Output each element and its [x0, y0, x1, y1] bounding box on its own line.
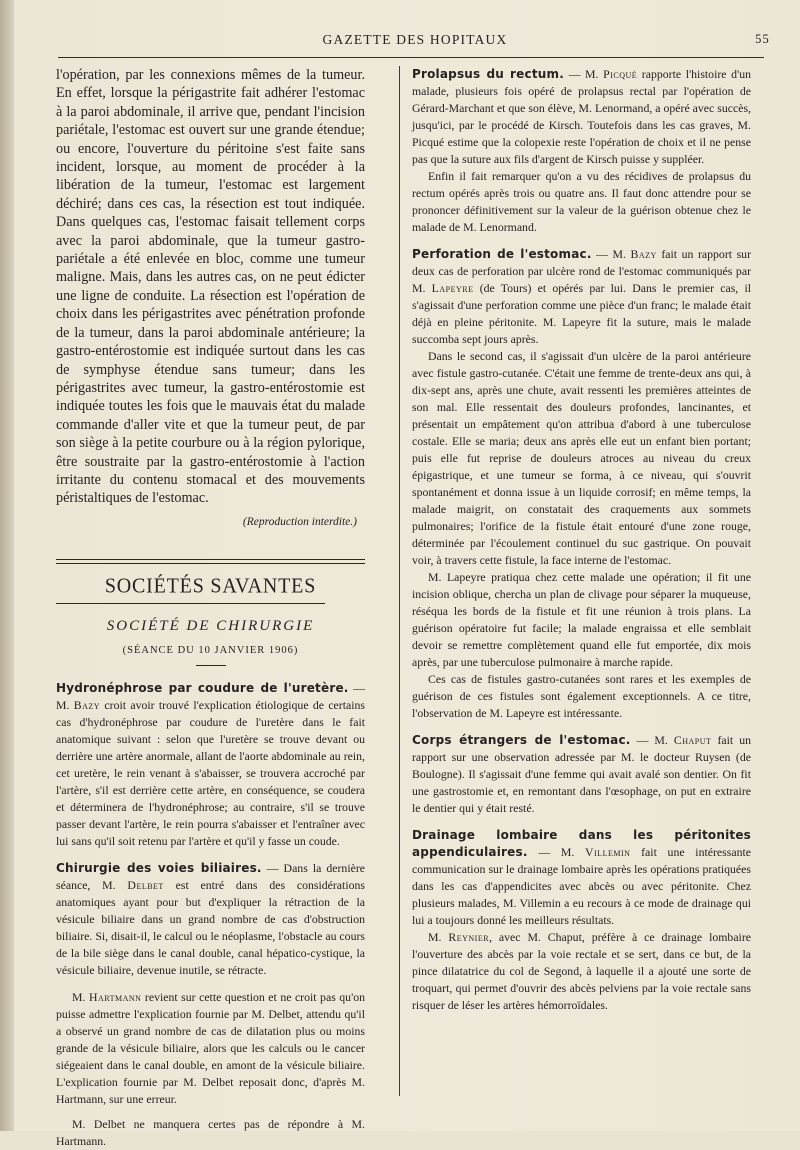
- entry-text-2: avec M. Chaput, préfère à ce drainage lombaire l'ouverture des abcès par la voie rectale et se sert, dans ce but, de la pince dilatatrice du col de Segond, à laquelle il a ajouté une sorte de troquart, qui permet d'ouvrir des abcès pelviens par la voie rectale sans risquer de léser les artères hémorroïdales.: [412, 930, 751, 1012]
- entry-text: est entré dans des considérations anatomiques ayant pour but d'expliquer la rétraction de la vésicule biliaire dans un grand nombre de cas d'obstruction biliaire. Si, disait-il, le calcul ou le néoplasme, l'obstacle au cours de la bile siège dans le canal double, canal hépatico-cystique, la vésicule biliaire, devenue inutile, se rétracte.: [56, 877, 365, 977]
- entry-heading: Perforation de l'estomac.: [412, 247, 592, 261]
- entry-author: Bazy: [73, 697, 101, 712]
- entry-text-4: Ces cas de fistules gastro-cutanées sont rares et les exemples de guérison de ces fistules sont également exceptionnels. A ce titre, l'observation de M. Lapeyre est intéressante.: [412, 672, 751, 720]
- entry-drainage: Drainage lombaire dans les péritonites appendiculaires. — M. Villemin fait une intéressante communication sur le drainage lombaire après les opérations pratiquées dans les cas d'appendicites avec abcès ou avec péritonite. Chez plusieurs malades, M. Villemin a eu recours à ce mode de drainage qui lui a toujours donné les meilleurs résultats. M. Reynier, avec M. Chaput, préfère à ce drainage lombaire l'ouverture des abcès par la voie rectale et se sert, dans ce but, de la pince dilatatrice du col de Segond, à laquelle il a ajouté une sorte de troquart, qui permet d'ouvrir des abcès pelviens par la voie rectale sans risquer de léser les artères hémorroïdales.: [412, 828, 751, 1012]
- entry-author: Delbet: [127, 877, 164, 892]
- reproduction-credit: (Reproduction interdite.): [242, 515, 357, 528]
- hartmann-paragraph: M. Hartmann revient sur cette question et ne croit pas qu'on puisse admettre l'explication fournie par M. Delbet, attendu qu'il a observé un grand nombre de cas de dilatation plus ou moins grande de la vésicule biliaire, alors que les calculs ou le cancer siégeaient dans le canal double, en amont de la vésicule biliaire. L'explication fournie par M. Delbet reposait donc, d'après M. Hartmann, sur une erreur.: [56, 989, 365, 1106]
- entry-author: Chaput: [673, 733, 712, 747]
- entry-text: fait un rapport sur une observation adressée par M. le docteur Ruysen (de Boulogne). Il s'agissait d'une femme qui avait avalé son dentier. On fit une gastrostomie et, en remontant dans l'œsophage, on put en extraire le dentier qui y était resté.: [412, 733, 751, 815]
- page-number: 55: [755, 32, 770, 46]
- entry-perforation: Perforation de l'estomac. — M. Bazy fait un rapport sur deux cas de perforation par ulcère rond de l'estomac communiqués par M. Lapeyre (de Tours) et opérés par lui. Dans le premier cas, il s'agissait d'une perforation comme une pièce d'un franc; le malade était déjà en pleine péritonite. M. Lapeyre fit la suture, mais le malade succomba sept jours après. Dans le second cas, il s'agissait d'un ulcère de la paroi antérieure avec fistule gastro-cutanée. C'était une femme de trente-deux ans qui, à dix-sept ans, après une chute, avait ressenti les premières atteintes de son mal. Elle ressentait des douleurs profondes, lancinantes, et présentait un empâtement qu'on attribua d'abord à une tuberculose costale. Elle se maria; deux ans après elle eut un enfant bien portant; puis elle fut reprise de douleurs atroces au niveau du creux épigastrique, et une tumeur se forma, à ce niveau, qui s'ouvrit spontanément et donna issue à un liquide corrosif; en même temps, la malade maigrit, on constatait des craquements aux sommets pulmonaires; l'orifice de la fistule était entouré d'une zone rouge, déterminée par l'écoulement continuel du suc gastrique. On pouvait voir, à travers cette fistule, la face interne de l'estomac. M. Lapeyre pratiqua chez cette malade une opération; il fit une incision oblique, chercha un plan de clivage pour séparer la muqueuse, réséqua les bords de la fistule et fit une réunion à trois plans. La guérison opératoire fut facile; la malade engraissa et elle semblait devoir se remettre complètement quand elle fut emportée, dix mois après, par une tuberculose pulmonaire à marche rapide. Ces cas de fistules gastro-cutanées sont rares et les exemples de guérison de ces fistules sont également exceptionnels. A ce titre, l'observation de M. Lapeyre est intéressante.: [412, 247, 752, 720]
- entry-text: revient sur cette question et ne croit pas qu'on puisse admettre l'explication fournie par M. Delbet, attendu qu'il a observé un grand nombre de cas de dilatation plus ou moins grande de la vésicule biliaire, alors que les calculs ou le cancer siégeaient dans le canal double, en amont de la vésicule biliaire. L'explication fournie par M. Delbet reposait donc, d'après M. Hartmann, sur une erreur.: [56, 989, 365, 1106]
- entry-text: croit avoir trouvé l'explication étiologique de certains cas d'hydronéphrose par coudure de l'uretère dans le fait anatomique suivant : selon que l'uretère se trouve devant ou derrière une artère anormale, allant de l'aorte abdominale au rein, cet uretère, le rein venant à s'abaisser, se trouvera accroché par l'artère, s'il est derrière cette artère, en conséquence, se coudera et déterminera de l'hydronéphrose; au contraire, s'il se trouve passer devant l'artère, le rein pourra s'abaisser et l'entraîner avec lui sans qu'il soit retenu par l'artère et qu'il y fasse un coude.: [56, 697, 366, 848]
- binding-edge: [0, 0, 14, 1131]
- entry-author: Hartmann: [88, 989, 142, 1004]
- entry-corps-etrangers: Corps étrangers de l'estomac. — M. Chaput fait un rapport sur une observation adressée par M. le docteur Ruysen (de Boulogne). Il s'agissait d'une femme qui avait avalé son dentier. On fit une gastrostomie et, en remontant dans l'œsophage, on put en extraire le dentier qui y était resté.: [412, 733, 751, 815]
- journal-title: GAZETTE DES HOPITAUX: [322, 32, 508, 47]
- header-rule: [58, 57, 764, 58]
- section-title: SOCIÉTÉS SAVANTES: [104, 574, 317, 598]
- entry-text: fait un rapport sur deux cas de perforation par ulcère rond de l'estomac communiqués par M.: [412, 247, 751, 295]
- entry-author: Picqué: [603, 67, 638, 81]
- entry-voies-biliaires: Chirurgie des voies biliaires. — Dans la dernière séance, M. Delbet est entré dans des considérations anatomiques ayant pour but d'expliquer la rétraction de la vésicule biliaire dans un grand nombre de cas d'obstruction biliaire. Si, disait-il, le calcul ou le néoplasme, l'obstacle au cours de la bile siège dans le canal double, canal hépatico-cystique, la vésicule biliaire, devenue inutile, se rétracte.: [56, 860, 365, 977]
- column-divider: [399, 66, 400, 1096]
- entry-author-2: Reynier: [448, 930, 490, 944]
- entry-hydronephrose: Hydronéphrose par coudure de l'uretère. — M. Bazy croit avoir trouvé l'explication étiologique de certains cas d'hydronéphrose par coudure de l'uretère dans le fait anatomique suivant : selon que l'uretère se trouve devant ou derrière une artère anormale, allant de l'aorte abdominale au rein, cet uretère, le rein venant à s'abaisser, se trouvera accroché par l'artère, s'il est derrière cette artère, en conséquence, se coudera et déterminera de l'hydronéphrose; au contraire, s'il se trouve passer devant l'artère, le rein pourra s'abaisser et l'entraîner avec lui sans qu'il soit retenu par l'artère et qu'il y fasse un coude.: [56, 680, 366, 848]
- seance-rule: [196, 665, 226, 666]
- entry-text-3: M. Lapeyre pratiqua chez cette malade une opération; il fit une incision oblique, chercha un plan de clivage pour séparer la muqueuse, réséqua les bords de la fistule et fit une réunion à trois plans. La guérison opératoire fut facile; la malade engraissa et elle semblait devoir se remettre complètement quand elle fut emportée, dix mois après, par une tuberculose pulmonaire à marche rapide.: [412, 570, 751, 669]
- entry-heading: Corps étrangers de l'estomac.: [412, 733, 631, 747]
- closing-paragraph: M. Delbet ne manquera certes pas de répondre à M. Hartmann.: [56, 1116, 365, 1148]
- entry-author: Bazy: [630, 247, 657, 261]
- entry-text: fait une intéressante communication sur le drainage lombaire après les opérations pratiquées dans les cas d'appendicites avec abcès ou avec péritonite. Chez plusieurs malades, M. Villemin a eu recours à ce mode de drainage qui lui a toujours donné les meilleurs résultats.: [412, 845, 751, 927]
- left-column: [56, 66, 365, 1150]
- entry-text-2: Enfin il fait remarquer qu'on a vu des récidives de prolapsus du rectum opérés après trois ou quatre ans. Il faut donc attendre pour se prononcer définitivement sur la valeur de la guérison obtenue chez le malade de M. Lenormand.: [412, 169, 751, 234]
- intro-paragraph: l'opération, par les connexions mêmes de la tumeur. En effet, lorsque la périgastrite fait adhérer l'estomac à la paroi abdominale, il arrive que, pendant l'incision pariétale, l'estomac est ouvert sur une grande étendue; ou encore, l'ouverture du péritoine s'est faite sans incident, lorsque, au moment de procéder à la libération de la tumeur, l'estomac est largement déchiré; dans ces cas, la résection est tout indiquée. Dans quelques cas, l'estomac faisait tellement corps avec la paroi abdominale, que la tumeur gastro-pariétale a été enlevée en bloc, comme une tumeur maligne. Mais, dans les autres cas, on ne peut édicter une ligne de conduite. La résection est l'opération de choix dans les périgastrites avec pénétration profonde de la tumeur, dans la paroi abdominale antérieure; la gastro-entérostomie est indiquée surtout dans les cas de symphyse étendue sans tumeur; dans les périgastrites avec tumeur, la gastro-entérostomie est indiquée toutes les fois que le mauvais état du malade commande d'aller vite et que la tumeur peut, de par son siège à la petite courbure ou à la région pylorique, être soustraite par la gastro-entérostomie à l'action irritante du contenu stomacal et des mouvements péristaltiques de l'estomac.: [56, 67, 365, 507]
- entry-text-b: (de Tours) et opérés par lui. Dans le premier cas, il s'agissait d'une perforation comme une pièce d'un franc; le malade était déjà en pleine péritonite. M. Lapeyre fit la suture, mais le malade succomba sept jours après.: [412, 281, 752, 346]
- section-rule: [56, 559, 365, 564]
- entry-author: Villemin: [585, 845, 631, 859]
- entry-author-2: Lapeyre: [431, 281, 474, 295]
- page-header: [60, 32, 770, 52]
- right-column: [412, 66, 751, 1024]
- entry-text: rapporte l'histoire d'un malade, plusieurs fois opéré de prolapsus rectal par l'opération de Gérard-Marchant et que son élève, M. Lenormand, a opéré avec succès, jusqu'ici, par le procédé de Kirsch. Toutefois dans les cas graves, M. Picqué estime que la colopexie reste l'opération de choix et il ne pense pas que la suture aux fils d'argent de Kirsch puisse y suppléer.: [412, 67, 751, 166]
- section-subrule: [56, 603, 325, 604]
- entry-heading: Prolapsus du rectum.: [412, 67, 564, 81]
- entry-heading: Drainage lombaire dans les péritonites appendiculaires.: [412, 828, 751, 859]
- entry-heading: Chirurgie des voies biliaires.: [56, 860, 262, 875]
- entry-lead: Dans la dernière séance, M.: [56, 860, 365, 892]
- entry-prolapsus: Prolapsus du rectum. — M. Picqué rapporte l'histoire d'un malade, plusieurs fois opéré de prolapsus rectal par l'opération de Gérard-Marchant et que son élève, M. Lenormand, a opéré avec succès, jusqu'ici, par le procédé de Kirsch. Toutefois dans les cas graves, M. Picqué estime que la colopexie reste l'opération de choix et il ne pense pas que la suture aux fils d'argent de Kirsch puisse y suppléer. Enfin il fait remarquer qu'on a vu des récidives de prolapsus du rectum opérés après trois ou quatre ans. Il faut donc attendre pour se prononcer définitivement sur la valeur de la guérison obtenue chez le malade de M. Lenormand.: [412, 67, 751, 234]
- entry-text-2: Dans le second cas, il s'agissait d'un ulcère de la paroi antérieure avec fistule gastro-cutanée. C'était une femme de trente-deux ans qui, à dix-sept ans, après une chute, avait ressenti les premières atteintes de son mal. Elle ressentait des douleurs profondes, lancinantes, et présentait un empâtement qu'on attribua d'abord à une tuberculose costale. Elle se maria; deux ans après elle eut un enfant bien portant; puis elle fut reprise de douleurs atroces au niveau du creux épigastrique, et une tumeur se forma, à ce niveau, qui s'ouvrit spontanément et donna issue à un liquide corrosif; en même temps, la malade maigrit, on constatait des craquements aux sommets pulmonaires; l'orifice de la fistule était entouré d'une zone rouge, déterminée par l'écoulement continuel du suc gastrique. On pouvait voir, à travers cette fistule, la face interne de l'estomac.: [412, 349, 751, 567]
- seance-date: (SÉANCE DU 10 JANVIER 1906): [122, 644, 299, 656]
- society-title: SOCIÉTÉ DE CHIRURGIE: [106, 618, 315, 635]
- entry-heading: Hydronéphrose par coudure de l'uretère.: [56, 680, 349, 695]
